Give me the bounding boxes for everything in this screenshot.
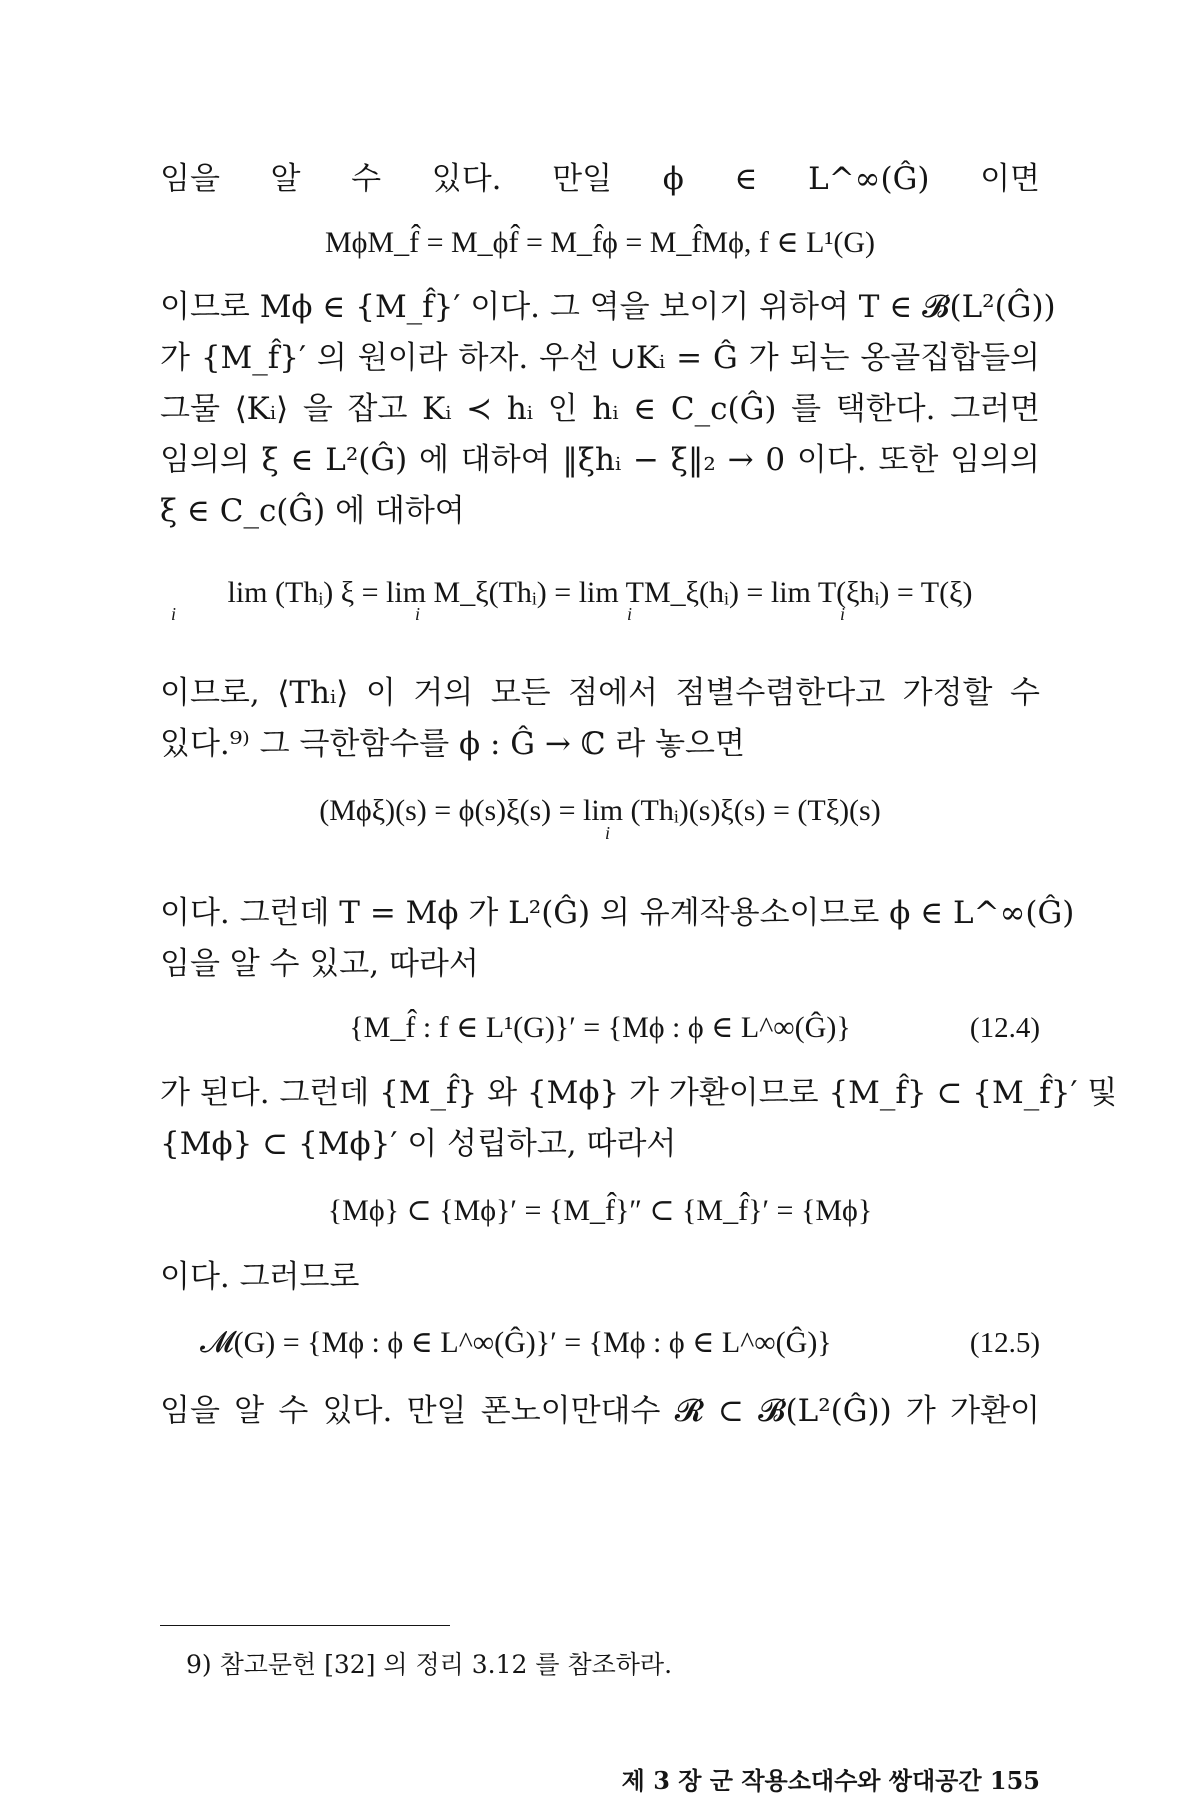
text-line: {Mϕ} ⊂ {Mϕ}′ 이 성립하고, 따라서: [160, 1126, 677, 1162]
limit-index: i: [627, 604, 633, 624]
text-line: 이므로, ⟨Thᵢ⟩ 이 거의 모든 점에서 점별수렴한다고 가정할 수: [160, 675, 1040, 711]
limit-index: i: [840, 604, 846, 624]
footnote: 9) 참고문헌 [32] 의 정리 3.12 를 참조하라.: [186, 1650, 673, 1679]
limit-index: i: [171, 604, 177, 624]
text-line: 있다.⁹⁾ 그 극한함수를 ϕ : Ĝ → ℂ 라 놓으면: [160, 726, 745, 762]
equation: {Mϕ} ⊂ {Mϕ}′ = {M_f̂}″ ⊂ {M_f̂}′ = {Mϕ}: [327, 1194, 873, 1227]
text-line: 가 {M_f̂}′ 의 원이라 하자. 우선 ∪Kᵢ = Ĝ 가 되는 옹골집합들의: [160, 340, 1040, 376]
limit-index: i: [605, 823, 611, 843]
text-line: 이다. 그런데 T = Mϕ 가 L²(Ĝ) 의 유계작용소이므로 ϕ ∈ L^∞(Ĝ): [160, 895, 1075, 931]
text-line: 이다. 그러므로: [160, 1259, 360, 1295]
text-line: 가 된다. 그런데 {M_f̂} 와 {Mϕ} 가 가환이므로 {M_f̂} ⊂ {M_f̂}′ 및: [160, 1075, 1118, 1111]
text-line: 임을 알 수 있고, 따라서: [160, 946, 479, 982]
text-line: 임을 알 수 있다. 만일 ϕ ∈ L^∞(Ĝ) 이면: [160, 161, 1040, 197]
equation: (Mϕξ)(s) = ϕ(s)ξ(s) = lim (Thᵢ)(s)ξ(s) = (Tξ)(s): [319, 794, 881, 827]
equation: 𝓜(G) = {Mϕ : ϕ ∈ L^∞(Ĝ)}′ = {Mϕ : ϕ ∈ L^∞(Ĝ)}: [200, 1326, 832, 1359]
text-line: 임의의 ξ ∈ L²(Ĝ) 에 대하여 ‖ξhᵢ − ξ‖₂ → 0 이다. 또한 임의의: [160, 442, 1040, 478]
text-line: 그물 ⟨Kᵢ⟩ 을 잡고 Kᵢ ≺ hᵢ 인 hᵢ ∈ C_c(Ĝ) 를 택한다. 그러면: [160, 391, 1040, 427]
text-line: ξ ∈ C_c(Ĝ) 에 대하여: [160, 493, 465, 529]
limit-index: i: [415, 604, 421, 624]
running-footer: 제 3 장 군 작용소대수와 쌍대공간 155: [621, 1766, 1040, 1795]
equation-number: (12.4): [969, 1012, 1040, 1044]
equation: lim (Thᵢ) ξ = lim M_ξ(Thᵢ) = lim TM_ξ(hᵢ) = lim T(ξhᵢ) = T(ξ): [227, 576, 973, 609]
footnote-rule: [160, 1625, 450, 1626]
text-line: 임을 알 수 있다. 만일 폰노이만대수 𝓡 ⊂ 𝓑(L²(Ĝ)) 가 가환이: [160, 1393, 1040, 1429]
equation: {M_f̂ : f ∈ L¹(G)}′ = {Mϕ : ϕ ∈ L^∞(Ĝ)}: [349, 1011, 851, 1044]
equation: MϕM_f̂ = M_ϕf̂ = M_f̂ϕ = M_f̂Mϕ, f ∈ L¹(G): [324, 226, 876, 259]
equation-number: (12.5): [969, 1327, 1040, 1359]
text-line: 이므로 Mϕ ∈ {M_f̂}′ 이다. 그 역을 보이기 위하여 T ∈ 𝓑(L²(Ĝ)): [160, 289, 1056, 325]
